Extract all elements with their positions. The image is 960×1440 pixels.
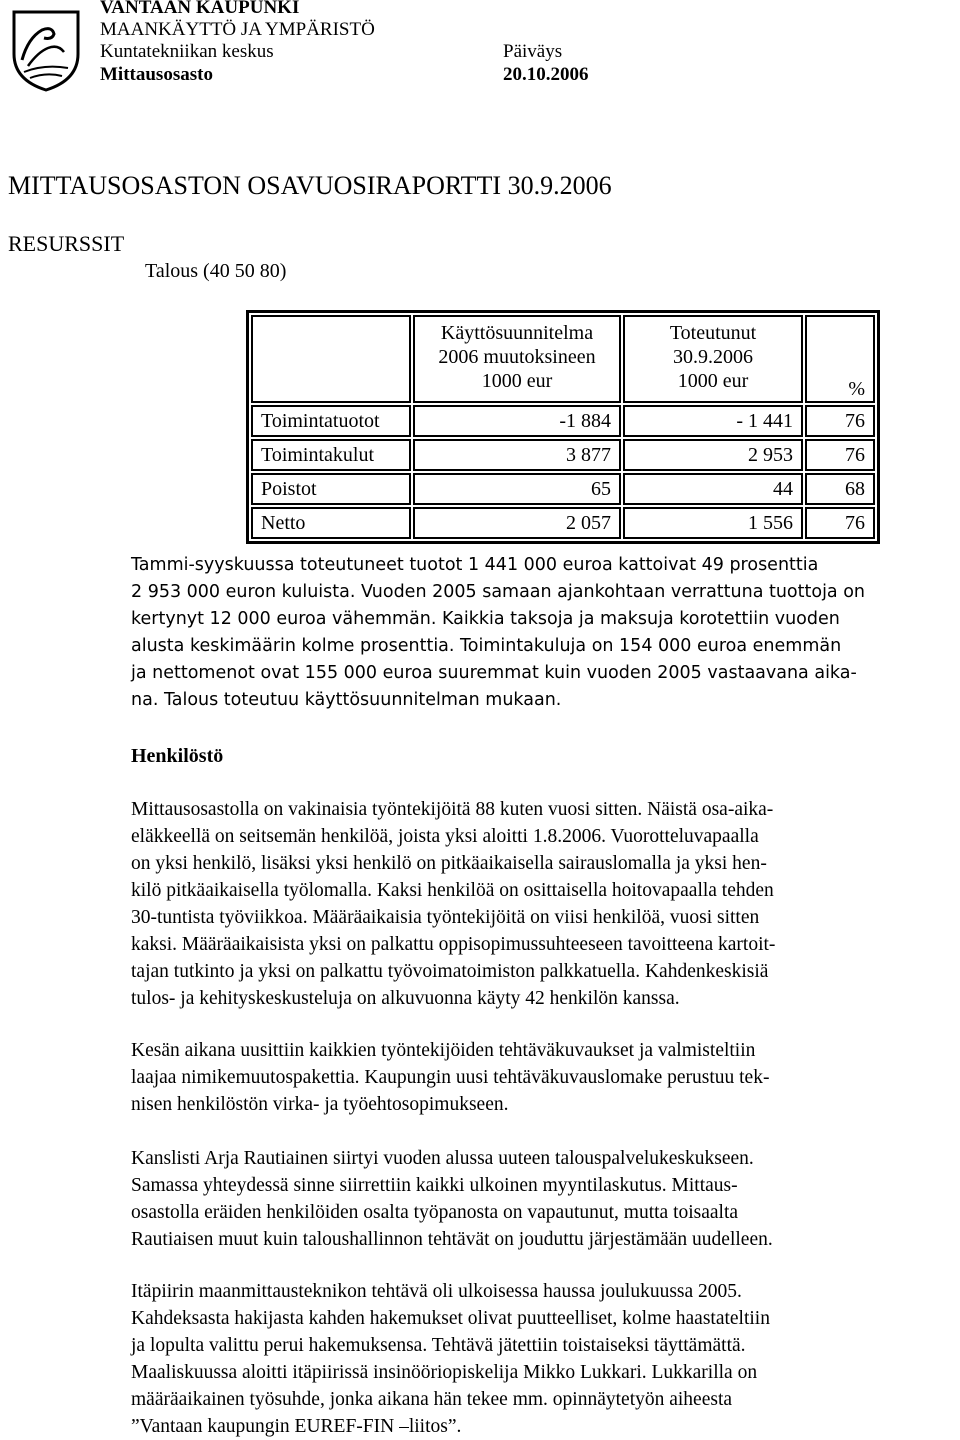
row-label: Toimintakulut — [251, 439, 411, 471]
report-title: MITTAUSOSASTON OSAVUOSIRAPORTTI 30.9.2006 — [8, 171, 612, 200]
header-cell-plan: Käyttösuunnitelma 2006 muutoksineen 1000 eur — [413, 315, 621, 403]
org-department: MAANKÄYTTÖ JA YMPÄRISTÖ — [100, 19, 375, 40]
subsection-heading-talous: Talous (40 50 80) — [145, 260, 287, 282]
table-row — [251, 439, 875, 471]
table-row — [251, 507, 875, 539]
date-value: 20.10.2006 — [503, 64, 589, 85]
row-plan: 65 — [413, 473, 621, 505]
date-label: Päiväys — [503, 41, 563, 62]
row-percent: 76 — [805, 405, 875, 437]
row-actual: 1 556 — [623, 507, 803, 539]
row-actual: 44 — [623, 473, 803, 505]
section-heading-henkilosto: Henkilöstö — [131, 745, 224, 767]
row-actual: - 1 441 — [623, 405, 803, 437]
paragraph-henkilosto-1: Mittausosastolla on vakinaisia työntekijöitä 88 kuten vuosi sitten. Näistä osa-aika- eläkkeellä on seitsemän henkilöä, joista yksi aloitti 1.8.2006. Vuorotteluvapaalla on yksi henkilö, lisäksi yksi henkilö on pitkäaikaisella sairauslomalla ja yksi hen- kilö pitkäaikaisella työlomalla. Kaksi henkilöä on osittaisella hoitovapaalla tehden 30-tuntista työviikkoa. Määräaikaisia työntekijöitä on viisi henkilöä, vuosi sitten kaksi. Määräaikaisista yksi on palkattu oppisopimussuhteeseen tavoitteena kartoit- tajan tutkinto ja yksi on palkattu työvoimatoimiston palkkatuella. Kahdenkeskisiä tulos- ja kehityskeskusteluja on alkuvuonna käyty 42 henkilön kanssa. — [131, 799, 776, 1009]
org-name: VANTAAN KAUPUNKI — [100, 0, 300, 18]
row-percent: 68 — [805, 473, 875, 505]
header-cell-percent: % — [805, 315, 875, 403]
header-cell-actual: Toteutunut 30.9.2006 1000 eur — [623, 315, 803, 403]
row-actual: 2 953 — [623, 439, 803, 471]
budget-table — [246, 310, 880, 544]
paragraph-henkilosto-4: Itäpiirin maanmittausteknikon tehtävä oli ulkoisessa haussa joulukuussa 2005. Kahdeksasta hakijasta kahden hakemukset olivat puutteelliset, kolme haastateltiin ja lopulta valittu perui hakemuksensa. Tehtävä jätettiin toistaiseksi täyttämättä. Maaliskuussa aloitti itäpiirissä insinööriopiskelija Mikko Lukkari. Lukkarilla on määräaikainen työsuhde, jonka aikana hän tekee mm. opinnäytetyön aiheesta ”Vantaan kaupungin EUREF-FIN –liitos”. — [131, 1281, 770, 1437]
paragraph-talous: Tammi-syyskuussa toteutuneet tuotot 1 441 000 euroa kattoivat 49 prosenttia 2 953 000 euron kuluista. Vuoden 2005 samaan ajankohtaan verrattuna tuottoja on kertynyt 12 000 euroa vähemmän. Kaikkia taksoja ja maksuja korotettiin vuoden alusta keskimäärin kolme prosenttia. Toimintakuluja on 154 000 euroa enemmän ja nettomenot ovat 155 000 euroa suuremmat kuin vuoden 2005 vastaavana aika- na. Talous toteutuu käyttösuunnitelman mukaan. — [131, 555, 866, 710]
row-label: Toimintatuotot — [251, 405, 411, 437]
paragraph-henkilosto-3: Kanslisti Arja Rautiainen siirtyi vuoden alussa uuteen talouspalvelukeskukseen. Samassa yhteydessä sinne siirrettiin kaikki ulkoinen myyntilaskutus. Mittaus- osastolla eräiden henkilöiden osalta työpanosta on vapautunut, mutta toisaalta Rautiaisen muut kuin taloushallinnon tehtävät on jouduttu järjestämään uudelleen. — [131, 1148, 773, 1250]
row-percent: 76 — [805, 439, 875, 471]
row-label: Netto — [251, 507, 411, 539]
org-unit: Kuntatekniikan keskus — [100, 41, 274, 62]
table-row — [251, 405, 875, 437]
row-label: Poistot — [251, 473, 411, 505]
row-plan: -1 884 — [413, 405, 621, 437]
city-crest-icon — [8, 8, 84, 92]
row-plan: 2 057 — [413, 507, 621, 539]
section-heading-resources: RESURSSIT — [8, 231, 125, 256]
org-division: Mittausosasto — [100, 64, 213, 85]
header-cell-empty — [251, 315, 411, 403]
table-row — [251, 473, 875, 505]
row-percent: 76 — [805, 507, 875, 539]
table-header-row — [251, 315, 875, 403]
row-plan: 3 877 — [413, 439, 621, 471]
paragraph-henkilosto-2: Kesän aikana uusittiin kaikkien työntekijöiden tehtäväkuvaukset ja valmisteltiin laajaa nimikemuutospakettia. Kaupungin uusi tehtäväkuvauslomake perustuu tek- nisen henkilöstön virka- ja työehtosopimukseen. — [131, 1040, 770, 1115]
